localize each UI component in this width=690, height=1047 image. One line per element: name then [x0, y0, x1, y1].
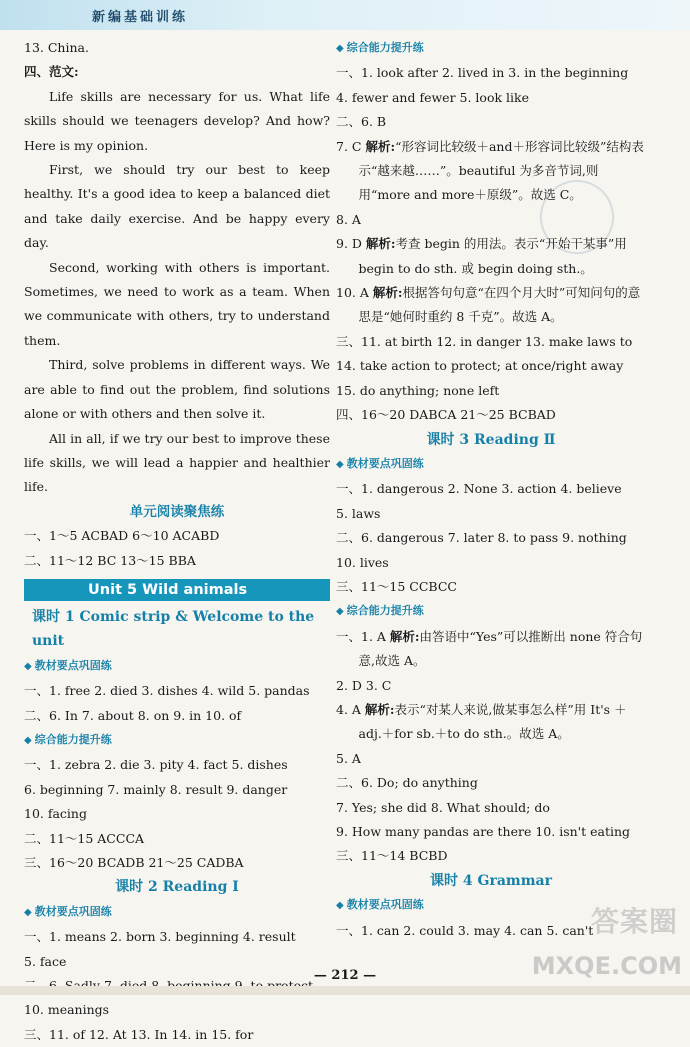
book-title: 新编基础训练	[92, 10, 189, 25]
answer-line: 8. A	[336, 211, 361, 227]
answer-line: 10. meanings	[24, 1002, 110, 1018]
answer-line: 二、6. In 7. about 8. on 9. in 10. of	[24, 707, 242, 723]
answer-line: 14. take action to protect; at once/right away	[336, 358, 624, 374]
answer-line: 三、11～14 BCBD	[336, 848, 448, 864]
section-heading: ◆ 综合能力提升练	[336, 41, 424, 54]
answer-line: 2. D 3. C	[336, 677, 392, 693]
answer-line: 5. laws	[336, 505, 381, 521]
answer-line: 二、6. B	[336, 114, 387, 130]
section-heading: ◆ 教材要点巩固练	[24, 904, 112, 918]
watermark-url: MXQE.COM	[531, 952, 682, 980]
essay-heading: 四、范文:	[24, 64, 79, 80]
answer-line: 10. facing	[24, 806, 87, 822]
answer-line: 一、1. dangerous 2. None 3. action 4. believe	[336, 481, 622, 497]
left-column	[24, 36, 330, 1047]
diamond-icon: ◆	[336, 458, 344, 470]
explanation: 一、1. A 解析:由答语中“Yes”可以推断出 none 符合句意,故选 A。	[336, 628, 643, 669]
explanation: 10. A 解析:根据答句句意“在四个月大时”可知问句的意思是“她何时重约 8 千克”。故选 A。	[336, 285, 641, 325]
page-number: — 212 —	[313, 968, 377, 983]
watermark-logo: 答案圈	[590, 905, 678, 938]
answer-line: 一、1～5 ACBAD 6～10 ACABD	[24, 528, 220, 544]
diamond-icon: ◆	[24, 660, 32, 672]
answer-line: 三、16～20 BCADB 21～25 CADBA	[24, 855, 244, 870]
answer-line: 一、1. zebra 2. die 3. pity 4. fact 5. dishes	[24, 757, 288, 773]
lesson-title: 课时 3 Reading Ⅱ	[426, 431, 556, 448]
answer-line: 6. beginning 7. mainly 8. result 9. danger	[24, 781, 288, 797]
answer-line: 二、11～15 ACCCA	[24, 830, 145, 846]
section-heading: ◆ 教材要点巩固练	[336, 456, 424, 470]
page-header	[0, 0, 690, 30]
diamond-icon: ◆	[336, 606, 344, 618]
answer-line: 15. do anything; none left	[336, 382, 500, 398]
answer-line: 10. lives	[336, 554, 389, 570]
essay-paragraph: Life skills are necessary for us. What life skills should we teenagers develop? And how? Here is my opinion.	[24, 88, 330, 153]
answer-line: 13. China.	[24, 40, 89, 55]
answer-line: 一、1. free 2. died 3. dishes 4. wild 5. pandas	[24, 683, 310, 699]
essay-paragraph: Third, solve problems in different ways. We are able to find out the problem, find solutions alone or with others and then solve it.	[24, 357, 330, 422]
answer-line: 一、1. means 2. born 3. beginning 4. result	[24, 929, 296, 945]
unit-banner: Unit 5 Wild animals	[24, 579, 330, 601]
lesson-title: 课时 2 Reading Ⅰ	[115, 879, 239, 896]
lesson-title: 课时 1 Comic strip & Welcome to the unit	[32, 608, 315, 650]
answer-line: 二、6. dangerous 7. later 8. to pass 9. nothing	[336, 530, 627, 546]
footer-divider	[0, 986, 690, 995]
answer-line: 三、11～15 CCBCC	[336, 578, 457, 594]
essay-paragraph: All in all, if we try our best to improve these life skills, we will lead a happier and healthier life.	[24, 430, 330, 495]
essay-paragraph: First, we should try our best to keep healthy. It's a good idea to keep a balanced diet and take daily exercise. And be happy every day.	[24, 162, 330, 251]
diamond-icon: ◆	[336, 900, 344, 912]
answer-line: 4. fewer and fewer 5. look like	[336, 89, 529, 105]
answer-line: 一、1. can 2. could 3. may 4. can 5. can't	[336, 922, 594, 938]
section-heading: ◆ 综合能力提升练	[336, 604, 424, 618]
essay-paragraph: Second, working with others is important. Sometimes, we need to work as a team. When we communicate with others, try to understand them.	[24, 259, 330, 348]
section-heading: ◆ 综合能力提升练	[24, 732, 112, 746]
explanation: 9. D 解析:考查 begin 的用法。表示“开始干某事”用 begin to do sth. 或 begin doing sth.。	[336, 236, 627, 276]
diamond-icon: ◆	[336, 43, 344, 54]
answer-line: 三、11. at birth 12. in danger 13. make laws to	[336, 333, 633, 349]
answer-line: 5. face	[24, 953, 67, 969]
diamond-icon: ◆	[24, 906, 32, 918]
section-heading: ◆ 教材要点巩固练	[336, 898, 424, 912]
answer-line: 5. A	[336, 750, 361, 766]
section-heading: ◆ 教材要点巩固练	[24, 658, 112, 672]
answer-line: 7. Yes; she did 8. What should; do	[336, 799, 550, 815]
answer-line: 一、1. look after 2. lived in 3. in the beginning	[336, 65, 629, 81]
explanation: 7. C 解析:“形容词比较级＋and＋形容词比较级”结构表示“越来越……”。beautiful 为多音节词,则用“more and more＋原级”。故选 C。	[336, 138, 644, 203]
answer-line: 三、11. of 12. At 13. In 14. in 15. for	[24, 1026, 254, 1042]
answer-line: 二、6. Do; do anything	[336, 775, 478, 791]
unit-reading-title: 单元阅读聚焦练	[129, 503, 225, 520]
lesson-title: 课时 4 Grammar	[430, 872, 552, 889]
answer-line: 二、11～12 BC 13～15 BBA	[24, 552, 196, 568]
explanation: 4. A 解析:表示“对某人来说,做某事怎么样”用 It's ＋adj.＋for sb.＋to do sth.。故选 A。	[336, 701, 627, 742]
right-column	[336, 36, 646, 943]
diamond-icon: ◆	[24, 734, 32, 746]
answer-line: 四、16～20 DABCA 21～25 BCBAD	[336, 407, 556, 423]
answer-line: 9. How many pandas are there 10. isn't eating	[336, 824, 631, 839]
